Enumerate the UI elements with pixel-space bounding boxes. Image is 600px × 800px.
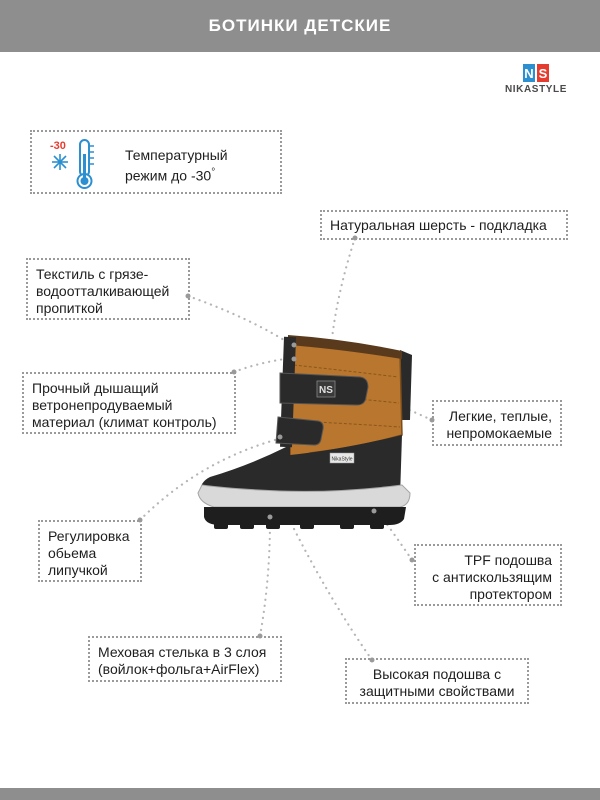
callout-high-sole-text: Высокая подошва с защитными свойствами: [359, 666, 515, 699]
callout-insole: [88, 636, 282, 682]
callout-light: [432, 400, 562, 446]
callout-material: [22, 372, 236, 434]
callout-sole: [414, 544, 562, 606]
logo-text: NIKASTYLE: [504, 84, 568, 95]
callout-sole-text: TPF подошва с антискользящим протектором: [432, 552, 552, 602]
callout-insole-text: Меховая стелька в 3 слоя (войлок+фольга+AirFlex): [98, 644, 267, 677]
callout-material-text: Прочный дышащий ветронепродуваемый материал (климат контроль): [32, 380, 217, 430]
boot-side-label: NikaStyle: [331, 456, 353, 463]
temperature-line2: режим до -30: [125, 167, 212, 184]
callout-volume-text: Регулировка обьема липучкой: [48, 528, 130, 578]
degree-sign: °: [211, 167, 216, 178]
page-title: БОТИНКИ ДЕТСКИЕ: [208, 16, 392, 35]
callout-textile: [26, 258, 190, 320]
svg-text:S: S: [538, 66, 548, 81]
temperature-icon-label: -30: [50, 140, 66, 152]
svg-text:N: N: [524, 66, 534, 81]
callout-volume: [38, 520, 142, 582]
footer-bar: [0, 788, 600, 800]
boot-brand-mark: NS: [319, 385, 333, 396]
callout-lining: [320, 210, 568, 240]
callout-high-sole: [345, 658, 529, 704]
callout-lining-text: Натуральная шерсть - подкладка: [330, 217, 547, 233]
callout-textile-text: Текстиль с грязе- водоотталкивающей пропиткой: [36, 266, 170, 316]
callout-light-text: Легкие, теплые, непромокаемые: [446, 408, 552, 441]
temperature-line1: Температурный: [125, 147, 228, 163]
